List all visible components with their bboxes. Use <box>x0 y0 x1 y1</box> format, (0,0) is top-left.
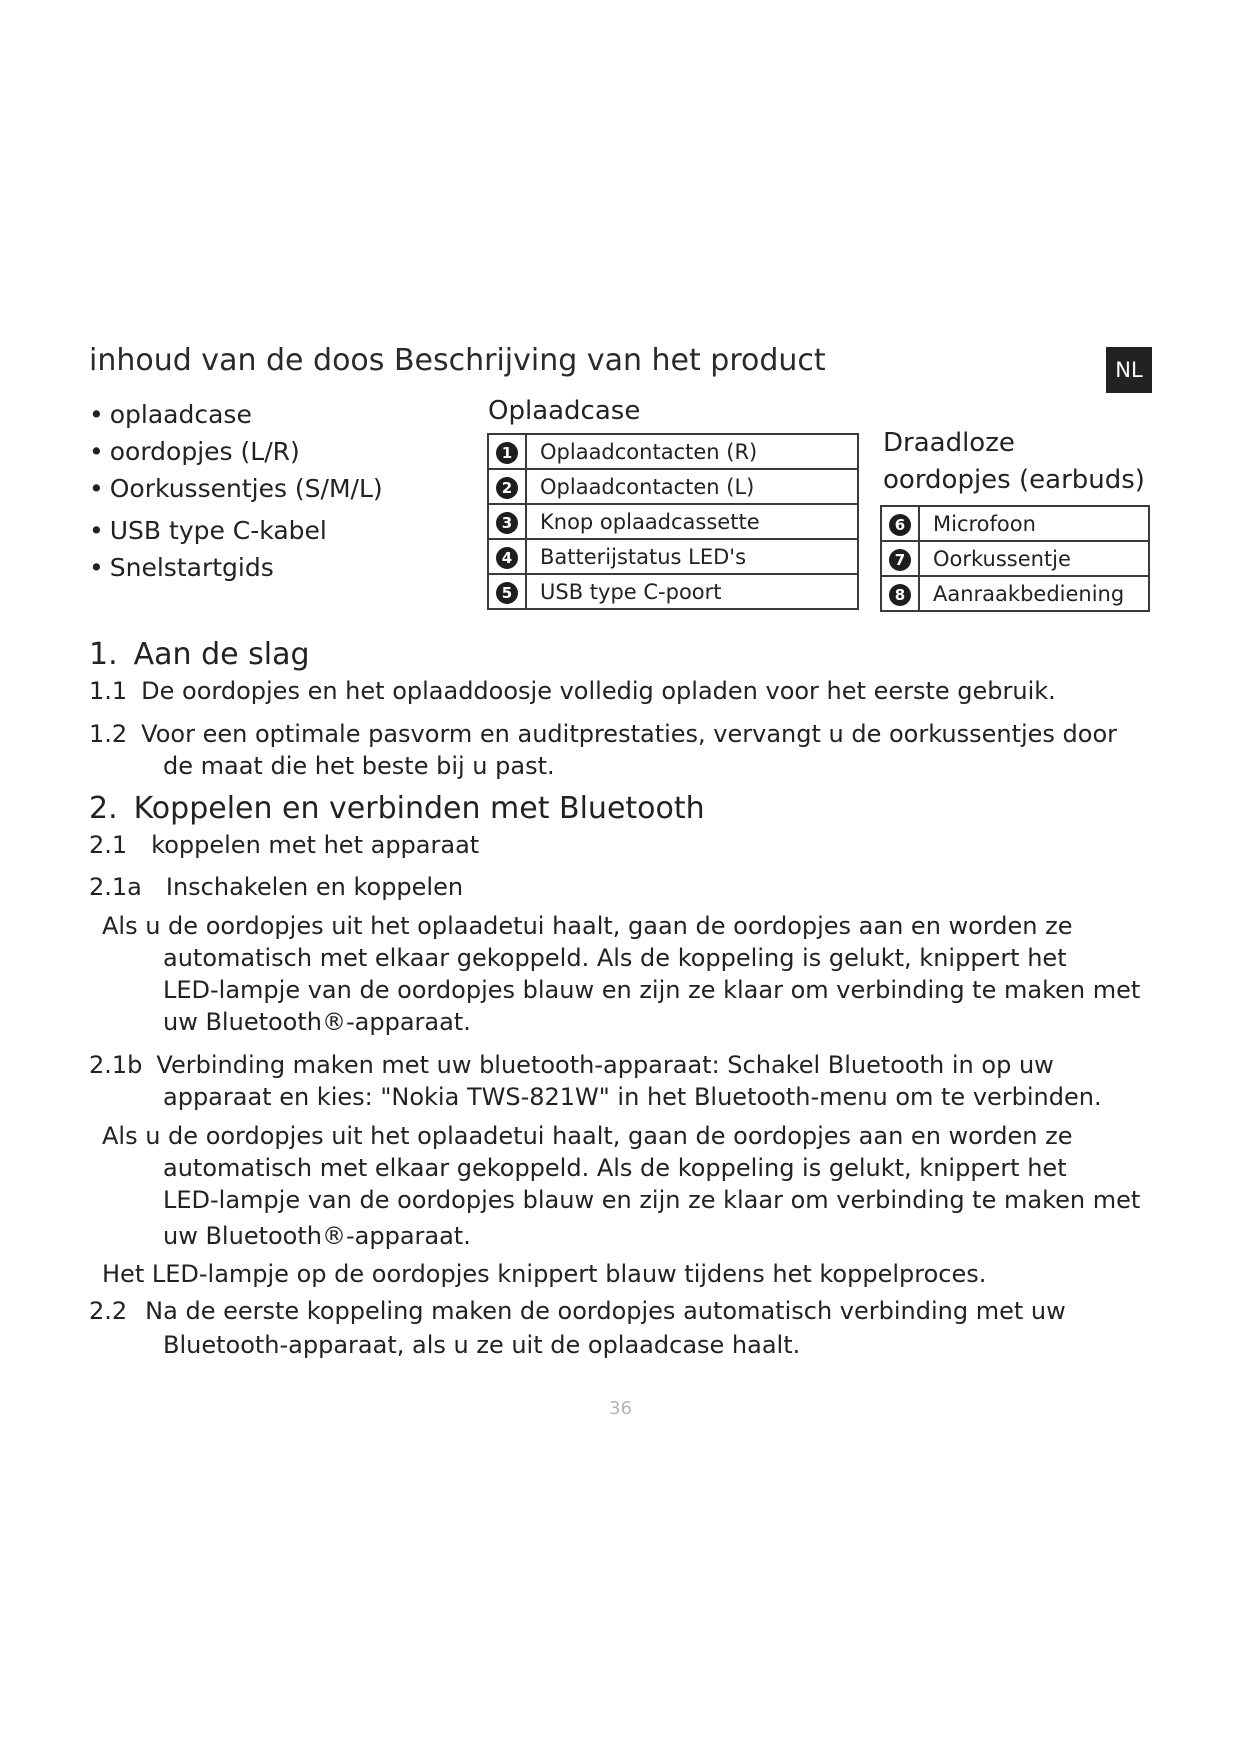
part-label: Batterijstatus LED's <box>526 539 858 574</box>
paragraph-continuation: de maat die het beste bij u past. <box>163 752 555 780</box>
paragraph: 2.2 Na de eerste koppeling maken de oordopjes automatisch verbinding met uw <box>89 1297 1066 1325</box>
list-item: • Oorkussentjes (S/M/L) <box>89 470 383 507</box>
part-label: Oplaadcontacten (R) <box>526 434 858 469</box>
paragraph: 1.1 De oordopjes en het oplaaddoosje volledig opladen voor het eerste gebruik. <box>89 677 1056 705</box>
charging-case-title: Oplaadcase <box>488 396 641 426</box>
list-item: • oplaadcase <box>89 396 383 433</box>
list-item: • USB type C-kabel <box>89 512 383 549</box>
language-badge: NL <box>1106 347 1152 393</box>
table-row <box>488 469 858 504</box>
paragraph: 2.1b Verbinding maken met uw bluetooth-apparaat: Schakel Bluetooth in op uw <box>89 1051 1054 1079</box>
page-number: 36 <box>609 1398 632 1419</box>
table-row <box>488 434 858 469</box>
paragraph-continuation: Bluetooth-apparaat, als u ze uit de oplaadcase haalt. <box>163 1331 801 1359</box>
box-contents-list <box>89 396 383 586</box>
led-note: Het LED-lampje op de oordopjes knippert blauw tijdens het koppelproces. <box>102 1260 987 1288</box>
paragraph-continuation: automatisch met elkaar gekoppeld. Als de koppeling is gelukt, knippert het <box>163 1154 1067 1182</box>
part-label: Oplaadcontacten (L) <box>526 469 858 504</box>
earbuds-title-line1: Draadloze <box>883 428 1015 458</box>
paragraph-continuation: LED-lampje van de oordopjes blauw en zijn ze klaar om verbinding te maken met <box>163 1186 1141 1214</box>
earbuds-title-line2: oordopjes (earbuds) <box>883 465 1145 495</box>
table-row <box>881 576 1149 611</box>
section-heading: 1. Aan de slag <box>89 637 310 672</box>
number-badge: 2 <box>496 477 518 499</box>
number-badge: 5 <box>496 582 518 604</box>
table-row <box>881 541 1149 576</box>
part-label: Knop oplaadcassette <box>526 504 858 539</box>
number-badge: 3 <box>496 512 518 534</box>
paragraph: Als u de oordopjes uit het oplaadetui haalt, gaan de oordopjes aan en worden ze <box>102 1122 1073 1150</box>
paragraph-continuation: automatisch met elkaar gekoppeld. Als de koppeling is gelukt, knippert het <box>163 944 1067 972</box>
charging-case-table <box>487 433 859 610</box>
subsection-heading: 2.1a Inschakelen en koppelen <box>89 873 464 901</box>
paragraph-continuation: apparaat en kies: "Nokia TWS-821W" in het Bluetooth-menu om te verbinden. <box>163 1083 1102 1111</box>
part-label: Aanraakbediening <box>919 576 1149 611</box>
part-label: Oorkussentje <box>919 541 1149 576</box>
number-badge: 6 <box>889 514 911 536</box>
number-badge: 8 <box>889 584 911 606</box>
page-title: inhoud van de doos Beschrijving van het product <box>89 343 826 378</box>
table-row <box>488 539 858 574</box>
table-row <box>488 574 858 609</box>
list-item: • oordopjes (L/R) <box>89 433 383 470</box>
table-row <box>881 506 1149 541</box>
number-badge: 1 <box>496 442 518 464</box>
paragraph-continuation: LED-lampje van de oordopjes blauw en zijn ze klaar om verbinding te maken met <box>163 976 1141 1004</box>
table-row <box>488 504 858 539</box>
paragraph: 1.2 Voor een optimale pasvorm en auditprestaties, vervangt u de oorkussentjes door <box>89 720 1118 748</box>
paragraph: Als u de oordopjes uit het oplaadetui haalt, gaan de oordopjes aan en worden ze <box>102 912 1073 940</box>
paragraph-continuation: uw Bluetooth®-apparaat. <box>163 1222 471 1250</box>
subsection-heading: 2.1 koppelen met het apparaat <box>89 831 480 859</box>
part-label: USB type C-poort <box>526 574 858 609</box>
section-heading: 2. Koppelen en verbinden met Bluetooth <box>89 791 705 826</box>
paragraph-continuation: uw Bluetooth®-apparaat. <box>163 1008 471 1036</box>
earbuds-table <box>880 505 1150 612</box>
part-label: Microfoon <box>919 506 1149 541</box>
number-badge: 7 <box>889 549 911 571</box>
list-item: • Snelstartgids <box>89 549 383 586</box>
number-badge: 4 <box>496 547 518 569</box>
